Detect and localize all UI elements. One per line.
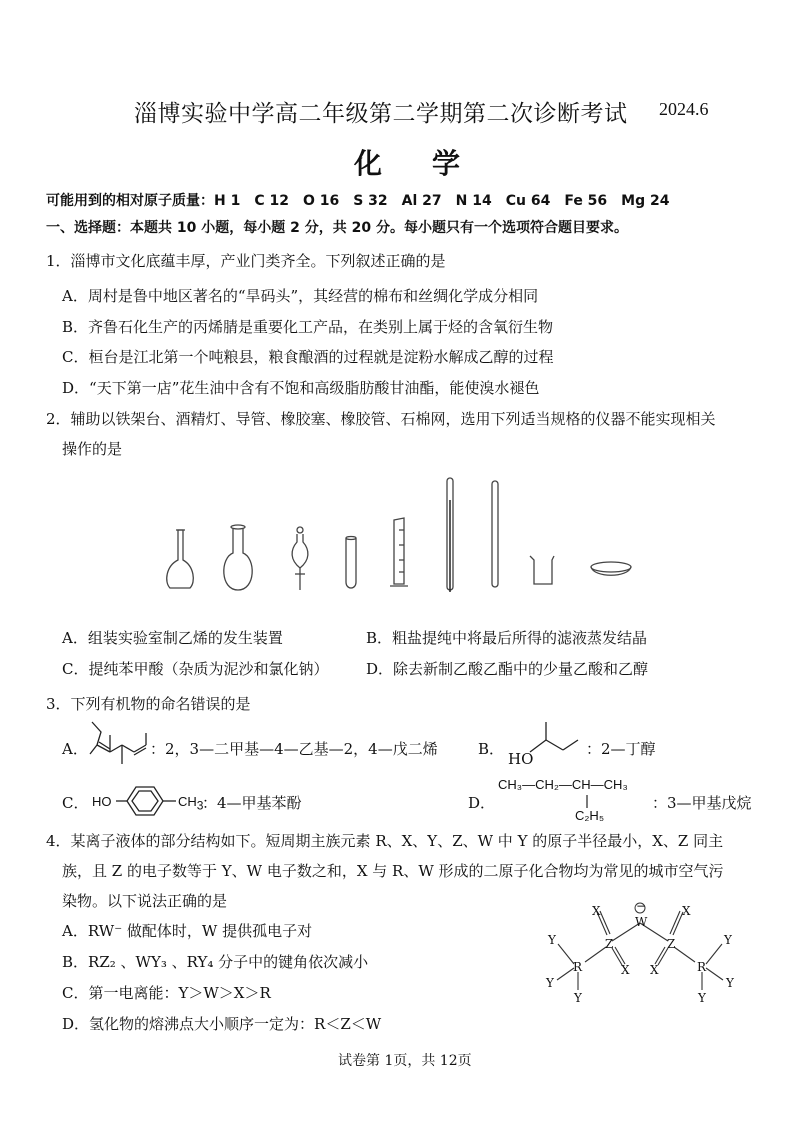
- test-tube-icon: [346, 537, 356, 589]
- q4-struct-x: X: [621, 963, 630, 977]
- q4-struct-r: R: [697, 960, 707, 974]
- q3-c-ho: HO: [92, 794, 112, 809]
- round-bottom-flask-icon: [224, 525, 252, 590]
- q4-struct-z: Z: [667, 937, 676, 951]
- q4-option-b: B．RZ₂ 、WY₃ 、RY₄ 分子中的键角依次减小: [62, 953, 369, 971]
- q1-option-c: C．桓台是江北第一个吨粮县，粮食酿酒的过程就是淀粉水解成乙醇的过程: [62, 348, 554, 366]
- beaker-icon: [530, 556, 554, 584]
- q4-struct-y: Y: [574, 991, 582, 1005]
- page-footer: 试卷第 1页，共 12页: [338, 1053, 472, 1069]
- q4-option-c: C．第一电离能：Y＞W＞X＞R: [62, 984, 271, 1002]
- q4-struct-z: Z: [605, 937, 614, 951]
- q1-option-d: D．“天下第一店”花生油中含有不饱和高级脂肪酸甘油酯，能使溴水褪色: [62, 379, 540, 397]
- q4-option-a: A．RW⁻ 做配体时，W 提供孤电子对: [62, 922, 313, 940]
- q2-option-b: B．粗盐提纯中将最后所得的滤液蒸发结晶: [366, 629, 648, 647]
- q3-d-chain: CH₃—CH₂—CH—CH₃: [498, 777, 628, 792]
- q4-struct-x: X: [650, 963, 659, 977]
- q4-struct-x: X: [592, 904, 601, 918]
- volumetric-flask-icon: [167, 530, 194, 588]
- q3-c-name: ：4—甲基苯酚: [202, 794, 302, 812]
- q3-a-name: ：2，3—二甲基—4—乙基—2，4—戊二烯: [150, 740, 438, 758]
- q3-d-branch: C₂H₅: [575, 808, 605, 823]
- q2-stem-line1: 2．辅助以铁架台、酒精灯、导管、橡胶塞、橡胶管、石棉网，选用下列适当规格的仪器不能实现相关: [46, 410, 716, 428]
- evaporating-dish-icon: [591, 562, 631, 575]
- q1-option-a: A．周村是鲁中地区著名的“旱码头”，其经营的棉布和丝绸化学成分相同: [62, 287, 539, 305]
- q4-struct-w: W: [635, 915, 648, 929]
- subject-title: 化学: [354, 147, 511, 180]
- q4-struct-minus: −: [636, 899, 647, 913]
- q4-option-d: D．氢化物的熔沸点大小顺序一定为：R＜Z＜W: [62, 1015, 382, 1033]
- q4-struct-r: R: [573, 960, 583, 974]
- section-heading: 一、选择题：本题共 10 小题，每小题 2 分，共 20 分。每小题只有一个选项符合题目要求。: [46, 220, 628, 236]
- separatory-funnel-icon: [292, 527, 308, 590]
- q4-stem-line1: 4．某离子液体的部分结构如下。短周期主族元素 R、X、Y、Z、W 中 Y 的原子半径最小，X、Z 同主: [46, 832, 724, 850]
- exam-title: 淄博实验中学高二年级第二学期第二次诊断考试: [134, 101, 628, 127]
- q4-stem-line3: 染物。以下说法正确的是: [62, 892, 228, 910]
- q4-struct-y: Y: [698, 991, 706, 1005]
- thermometer-icon: [447, 478, 453, 592]
- q4-struct-y: Y: [548, 933, 556, 947]
- exam-date: 2024.6: [659, 99, 709, 119]
- q3-a-label: A．: [62, 740, 88, 758]
- q4-struct-y: Y: [724, 933, 732, 947]
- glass-rod-icon: [492, 481, 498, 587]
- q2-option-d: D．除去新制乙酸乙酯中的少量乙酸和乙醇: [366, 660, 649, 678]
- q4-struct-y: Y: [726, 976, 734, 990]
- q4-struct-x: X: [682, 904, 691, 918]
- q1-stem: 1．淄博市文化底蕴丰厚，产业门类齐全。下列叙述正确的是: [46, 252, 446, 270]
- q3-b-label: B．: [478, 740, 505, 758]
- q4-struct-y: Y: [546, 976, 554, 990]
- q4-stem-line2: 族，且 Z 的电子数等于 Y、W 电子数之和，X 与 R、W 形成的二原子化合物均为常见的城市空气污: [62, 862, 724, 880]
- q1-option-b: B．齐鲁石化生产的丙烯腈是重要化工产品，在类别上属于烃的含氧衍生物: [62, 318, 554, 336]
- q2-option-a: A．组装实验室制乙烯的发生装置: [62, 629, 283, 647]
- graduated-cylinder-icon: [390, 518, 408, 586]
- q2-option-c: C．提纯苯甲酸（杂质为泥沙和氯化钠）: [62, 660, 329, 678]
- q3-c-label: C．: [62, 794, 89, 812]
- q3-c-ch3: $CH_3$: [178, 794, 204, 813]
- q3-d-name: ：3—甲基戊烷: [652, 794, 752, 812]
- atomic-masses: 可能用到的相对原子质量：H 1 C 12 O 16 S 32 Al 27 N 14 Cu 64 Fe 56 Mg 24: [46, 193, 670, 209]
- q3-stem: 3．下列有机物的命名错误的是: [46, 695, 251, 713]
- q2-stem-line2: 操作的是: [62, 440, 123, 458]
- q3-b-name: ：2—丁醇: [586, 740, 656, 758]
- q3-b-ho: HO: [508, 750, 534, 768]
- q3-d-label: D．: [468, 794, 496, 812]
